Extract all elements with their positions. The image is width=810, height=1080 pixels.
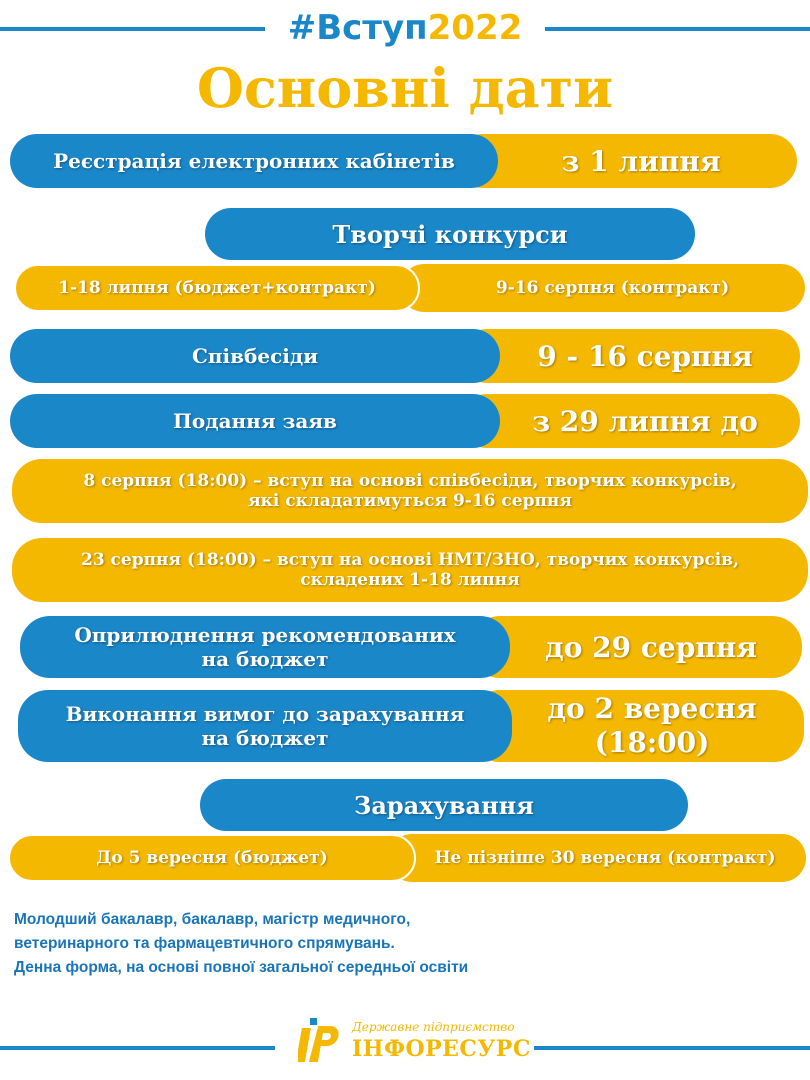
logo-name: ІНФОРЕСУРС	[352, 1036, 531, 1062]
creative-heading-text: Творчі конкурси	[332, 219, 568, 249]
interviews-label-text: Співбесіди	[191, 344, 319, 368]
logo-subtitle: Державне підприємство	[352, 1020, 515, 1034]
registration-date-text: з 1 липня	[561, 144, 721, 178]
requirements-label-line2: на бюджет	[201, 726, 329, 750]
registration-label	[10, 134, 498, 188]
footer-line-right	[534, 1046, 810, 1050]
interviews-date-text: 9 - 16 серпня	[537, 339, 753, 373]
enrollment-heading-text: Зарахування	[354, 790, 534, 820]
interviews-date	[460, 329, 800, 383]
deadline-2	[12, 538, 808, 602]
creative-right	[400, 264, 805, 312]
enrollment-left	[8, 834, 416, 882]
publication-date	[470, 616, 802, 678]
requirements-label-line1: Виконання вимог до зарахування	[65, 702, 465, 726]
creative-heading	[205, 208, 695, 260]
creative-left	[14, 264, 420, 312]
publication-label	[20, 616, 510, 678]
enrollment-right-text: Не пізніше 30 вересня (контракт)	[434, 848, 776, 868]
deadline-1-line1: 8 серпня (18:00) – вступ на основі співбесіди, творчих конкурсів,	[83, 470, 737, 491]
hashtag-part2: 2022	[427, 8, 523, 48]
footer-line-3: Денна форма, на основі повної загальної середньої освіти	[14, 959, 469, 976]
registration-date	[455, 134, 797, 188]
publication-date-text: до 29 серпня	[545, 630, 757, 664]
creative-right-text: 9-16 серпня (контракт)	[495, 278, 730, 298]
applications-label-text: Подання заяв	[173, 409, 337, 433]
hashtag	[0, 6, 810, 50]
interviews-label	[10, 329, 500, 383]
applications-label	[10, 394, 500, 448]
hashtag-part1: #Вступ	[287, 8, 428, 48]
enrollment-left-text: До 5 вересня (бюджет)	[96, 848, 328, 868]
applications-date-text: з 29 липня до	[532, 404, 758, 438]
enrollment-right	[388, 834, 806, 882]
requirements-label	[18, 690, 512, 762]
page-title: Основні дати	[196, 56, 614, 120]
footer-text	[14, 908, 614, 980]
footer-line-left	[0, 1046, 275, 1050]
requirements-date-line2: (18:00)	[594, 726, 710, 759]
deadline-1	[12, 459, 808, 523]
deadline-2-line2: складених 1-18 липня	[300, 570, 520, 590]
enrollment-heading	[200, 779, 688, 831]
logo-icon	[298, 1016, 344, 1066]
deadline-1-line2: які складатимуться 9-16 серпня	[248, 491, 572, 511]
requirements-date	[470, 690, 804, 762]
publication-label-line1: Оприлюднення рекомендованих	[74, 623, 456, 647]
logo	[298, 1016, 531, 1066]
footer-line-1: Молодший бакалавр, бакалавр, магістр медичного,	[14, 911, 411, 928]
creative-left-text: 1-18 липня (бюджет+контракт)	[58, 278, 376, 298]
applications-date	[460, 394, 800, 448]
footer-line-2: ветеринарного та фармацевтичного спрямувань.	[14, 935, 395, 952]
publication-label-line2: на бюджет	[201, 647, 329, 671]
registration-label-text: Реєстрація електронних кабінетів	[53, 149, 455, 173]
requirements-date-line1: до 2 вересня	[547, 692, 757, 726]
deadline-2-line1: 23 серпня (18:00) – вступ на основі НМТ/ЗНО, творчих конкурсів,	[80, 549, 739, 570]
